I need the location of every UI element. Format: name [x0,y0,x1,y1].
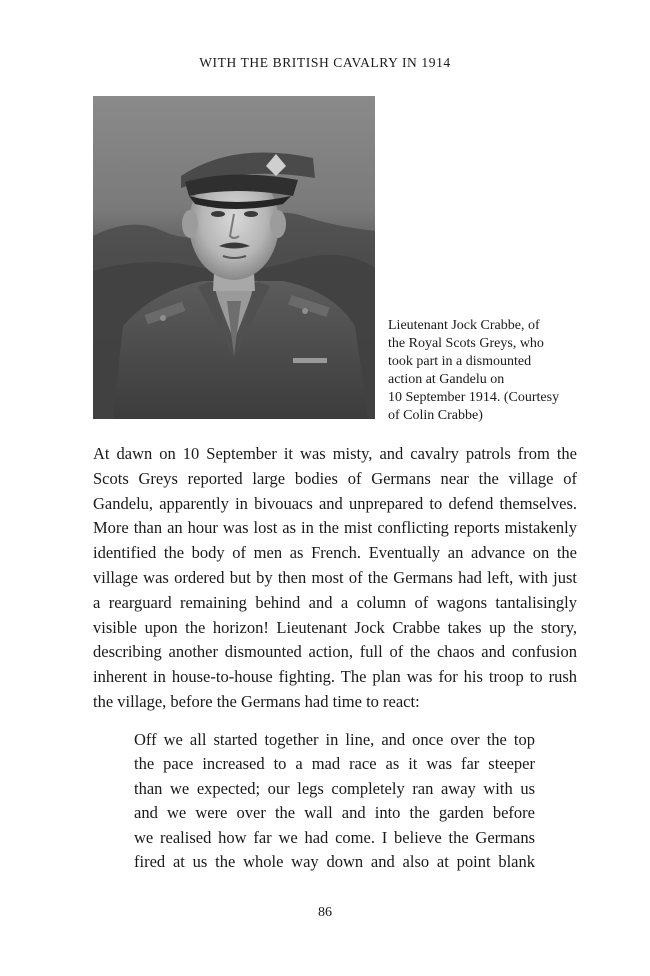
quote-line: fired at us the whole way down and also at point blank [134,852,535,872]
page-number: 86 [318,905,332,920]
body-line: More than an hour was lost as in the mist conflicting reports mistakenly [93,518,577,538]
quote-line: and we were over the wall and into the garden before [134,803,535,823]
body-line: visible upon the horizon! Lieutenant Jock Crabbe takes up the story, [93,617,577,637]
photo-caption [388,317,588,425]
body-line: village was ordered but by then most of the Germans had left, with just [93,567,577,587]
caption-line: took part in a dismounted [388,354,532,369]
body-line: the village, before the Germans had time to react: [93,691,420,711]
caption-line: the Royal Scots Greys, who [388,336,544,351]
caption-line: of Colin Crabbe) [388,408,483,423]
block-quote [134,728,535,874]
body-line: identified the body of men as French. Eventually an advance on the [93,543,577,563]
caption-line: 10 September 1914. (Courtesy [388,390,560,405]
portrait-photo [93,96,375,419]
quote-line: Off we all started together in line, and once over the top [134,730,535,749]
quote-line: than we expected; our legs completely ran away with us [134,778,535,798]
body-line: Scots Greys reported large bodies of Germans near the village of [93,468,577,488]
body-line: describing another dismounted action, full of the chaos and confusion [93,642,577,662]
caption-line: Lieutenant Jock Crabbe, of [388,318,540,333]
body-line: a rearguard remaining behind and a column of wagons tantalisingly [93,592,577,612]
body-line: At dawn on 10 September it was misty, and cavalry patrols from the [93,444,577,463]
body-paragraph [93,442,577,715]
quote-line: we realised how far we had come. I believe the Germans [134,827,535,847]
body-line: inherent in house-to-house fighting. The plan was for his troop to rush [93,667,577,687]
body-line: Gandelu, apparently in bivouacs and unprepared to defend themselves. [93,493,577,513]
quote-line: the pace increased to a mad race as it was far steeper [134,754,535,774]
caption-line: action at Gandelu on [388,372,505,387]
running-head: WITH THE BRITISH CAVALRY IN 1914 [199,55,451,70]
